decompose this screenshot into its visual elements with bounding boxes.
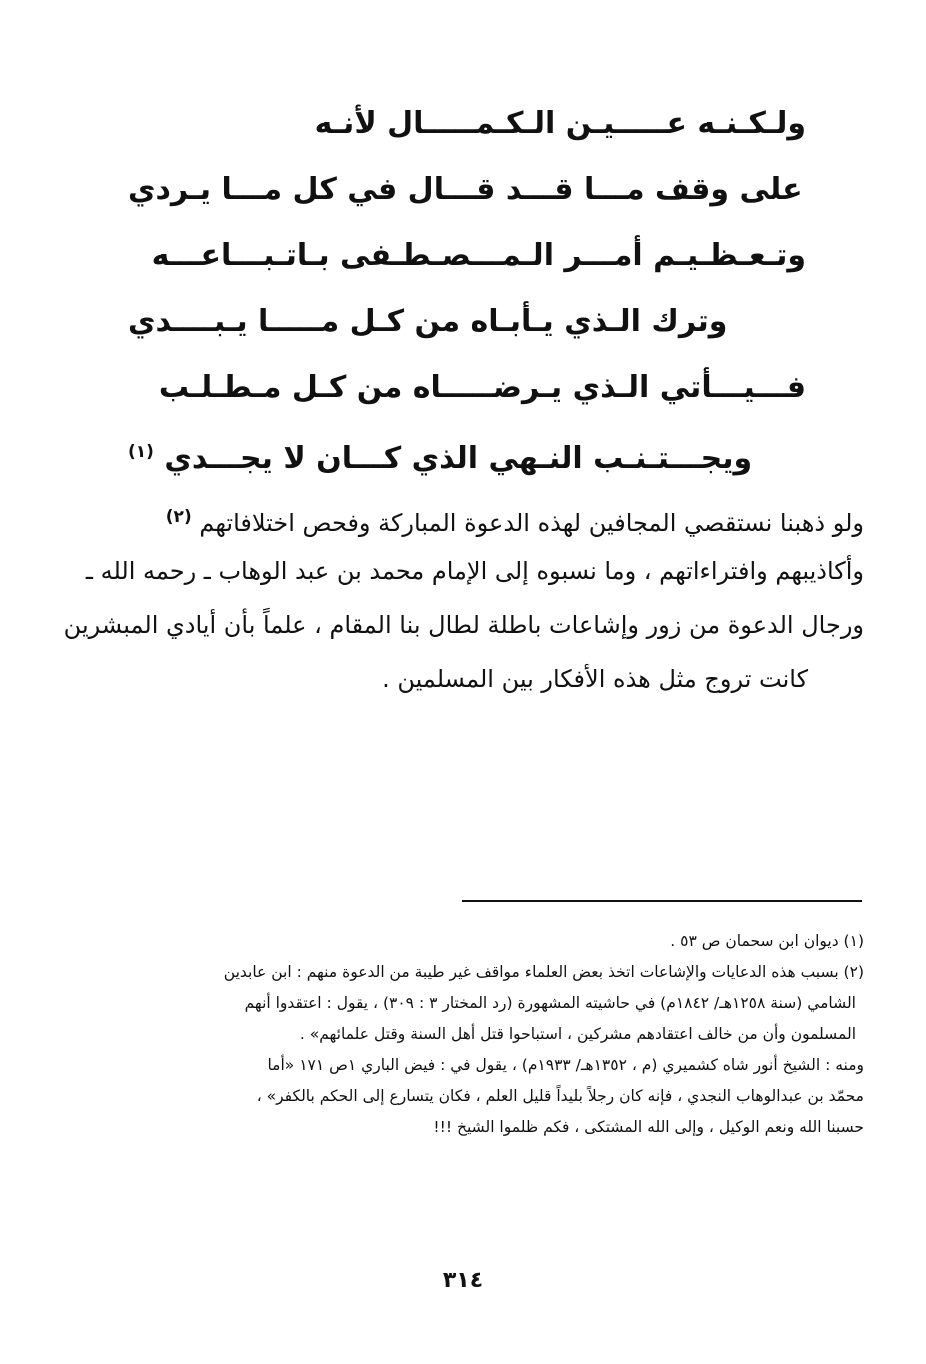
footnote-ref-1: (١) <box>128 442 154 462</box>
poem-verse-text: ولـكـنـه عـــــيـن الـكـمـــــال لأنـه <box>314 106 806 141</box>
poem-verse-text: على وقف مـــا قـــد قـــال في كل مـــا يـردي <box>128 172 803 207</box>
poem-verse-2 <box>128 170 803 210</box>
body-paragraph <box>62 490 864 706</box>
footnote-2-line-3: المسلمون وأن من خالف اعتقادهم مشركين ، استباحوا قتل أهل السنة وقتل علمائهم» . <box>299 1025 856 1043</box>
footnote-2-line-5: محمّد بن عبدالوهاب النجدي ، فإنه كان رجلاً بليداً قليل العلم ، فكان يتسارع إلى الحكم بالكفر» ، <box>256 1087 864 1105</box>
footnote-ref-2: (٢) <box>165 507 192 527</box>
footnote-separator <box>462 900 862 902</box>
footnote-2-line-1: (٢) بسبب هذه الدعايات والإشاعات اتخذ بعض العلماء مواقف غير طيبة من الدعوة منهم : ابن عابدين <box>223 963 864 981</box>
page-number: ٣١٤ <box>442 1268 484 1293</box>
body-line-4: كانت تروج مثل هذه الأفكار بين المسلمين . <box>382 665 808 693</box>
poem-verse-3 <box>152 236 806 276</box>
poem-verse-6 <box>128 432 752 479</box>
poem-verse-text: وترك الـذي يـأبـاه من كـل مـــــا يـبــــدي <box>128 304 728 339</box>
poem-verse-text: فـــيـــأتي الـذي يـرضـــــاه من كـل مـطـلـب <box>158 370 806 405</box>
footnote-2-line-6: حسبنا الله ونعم الوكيل ، وإلى الله المشتكى ، فكم ظلموا الشيخ !!! <box>433 1118 864 1136</box>
poem-verse-5 <box>159 368 806 408</box>
footnote-1: (١) ديوان ابن سحمان ص ٥٣ . <box>670 932 864 950</box>
poem-verse-text: ويجـــتـنـب النـهي الذي كـــان لا يجـــدي <box>164 441 753 476</box>
poem-verse-1 <box>315 104 806 144</box>
body-line-text: ولو ذهبنا نستقصي المجافين لهذه الدعوة المباركة وفحص اختلافاتهم <box>199 509 864 537</box>
body-line-3: ورجال الدعوة من زور وإشاعات باطلة لطال بنا المقام ، علماً بأن أيادي المبشرين <box>63 611 864 639</box>
poem-verse-text: وتـعـظـيـم أمـــر الـمـــصـطـفى بـاتـبـــاعـــه <box>151 238 806 273</box>
footnotes <box>60 926 864 1143</box>
footnote-2-line-4: ومنه : الشيخ أنور شاه كشميري (م ، ١٣٥٢هـ/ ١٩٣٣م) ، يقول في : فيض الباري ١ص ١٧١ «أما <box>267 1056 864 1074</box>
body-line-2: وأكاذيبهم وافتراءاتهم ، وما نسبوه إلى الإمام محمد بن عبد الوهاب ـ رحمه الله ـ <box>85 557 864 585</box>
footnote-2-line-2: الشامي (سنة ١٢٥٨هـ/ ١٨٤٢م) في حاشيته المشهورة (رد المختار ٣ : ٣٠٩) ، يقول : اعتقدوا أنهم <box>244 994 856 1012</box>
poem-verse-4 <box>128 302 727 342</box>
body-line-1 <box>62 490 864 544</box>
